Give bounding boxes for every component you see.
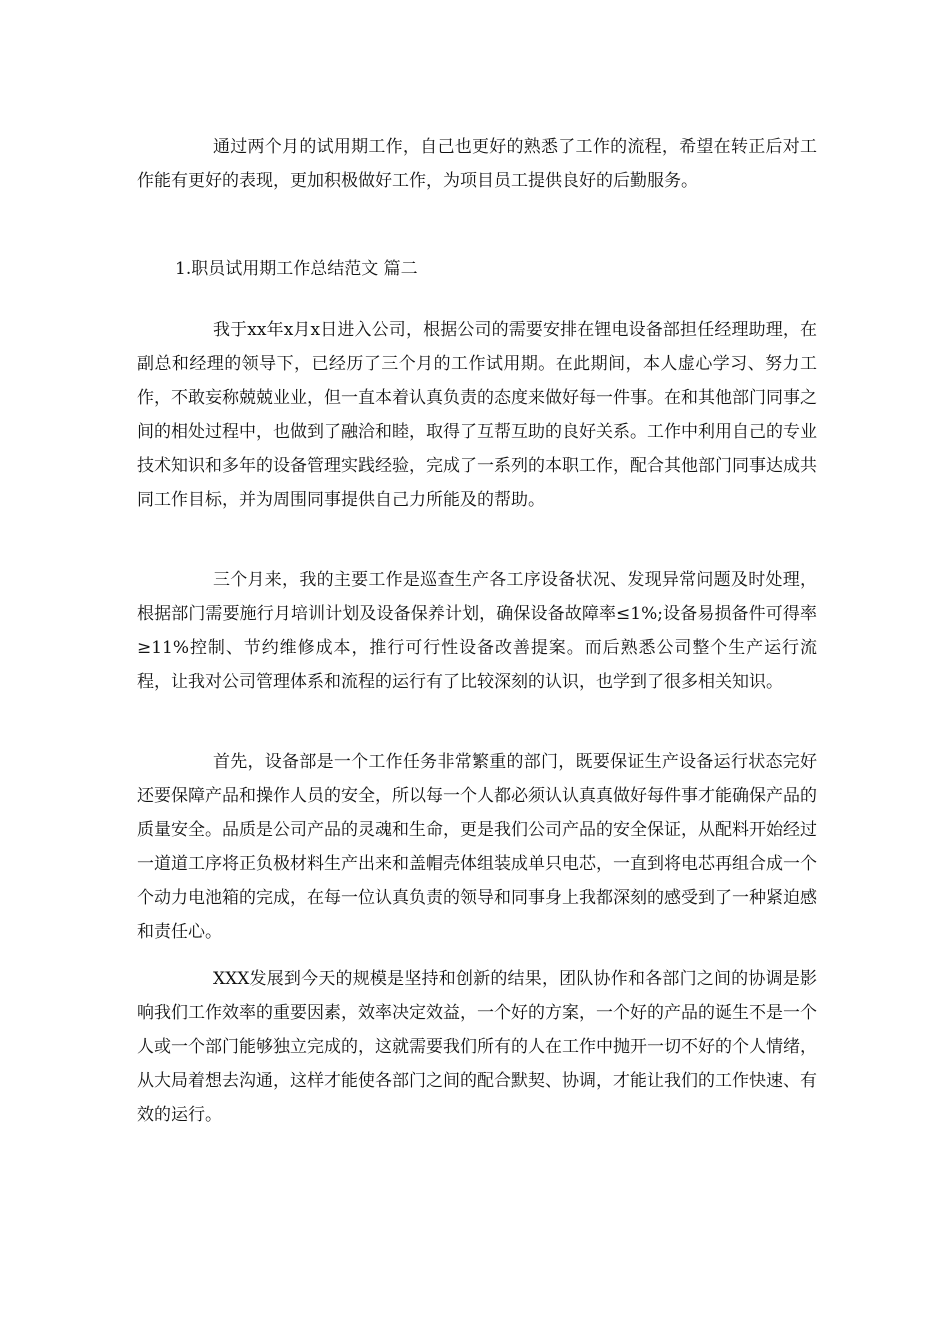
section-heading: 1.职员试用期工作总结范文 篇二 — [175, 259, 418, 279]
paragraph-trial-summary: 通过两个月的试用期工作，自己也更好的熟悉了工作的流程，希望在转正后对工作能有更好的表现，更加积极做好工作，为项目员工提供良好的后勤服务。 — [137, 137, 817, 191]
paragraph-introduction: 我于xx年x月x日进入公司，根据公司的需要安排在锂电设备部担任经理助理，在副总和经理的领导下，已经历了三个月的工作试用期。在此期间，本人虚心学习、努力工作，不敢妄称兢兢业业，但一直本着认真负责的态度来做好每一件事。在和其他部门同事之间的相处过程中，也做到了融洽和睦，取得了互帮互助的良好关系。工作中利用自己的专业技术知识和多年的设备管理实践经验，完成了一系列的本职工作，配合其他部门同事达成共同工作目标，并为周围同事提供自己力所能及的帮助。 — [137, 320, 817, 510]
paragraph-equipment-department: 首先，设备部是一个工作任务非常繁重的部门，既要保证生产设备运行状态完好还要保障产品和操作人员的安全，所以每一个人都必须认认真真做好每件事才能确保产品的质量安全。品质是公司产品的灵魂和生命，更是我们公司产品的安全保证，从配料开始经过一道道工序将正负极材料生产出来和盖帽壳体组装成单只电芯，一直到将电芯再组合成一个个动力电池箱的完成，在每一位认真负责的领导和同事身上我都深刻的感受到了一种紧迫感和责任心。 — [137, 752, 817, 942]
paragraph-teamwork: XXX发展到今天的规模是坚持和创新的结果，团队协作和各部门之间的协调是影响我们工作效率的重要因素，效率决定效益，一个好的方案，一个好的产品的诞生不是一个人或一个部门能够独立完成的，这就需要我们所有的人在工作中抛开一切不好的个人情绪，从大局着想去沟通，这样才能使各部门之间的配合默契、协调，才能让我们的工作快速、有效的运行。 — [137, 969, 817, 1125]
paragraph-main-work: 三个月来，我的主要工作是巡查生产各工序设备状况、发现异常问题及时处理，根据部门需要施行月培训计划及设备保养计划，确保设备故障率≤1%;设备易损备件可得率≥11%控制、节约维修成本，推行可行性设备改善提案。而后熟悉公司整个生产运行流程，让我对公司管理体系和流程的运行有了比较深刻的认识，也学到了很多相关知识。 — [137, 570, 817, 692]
